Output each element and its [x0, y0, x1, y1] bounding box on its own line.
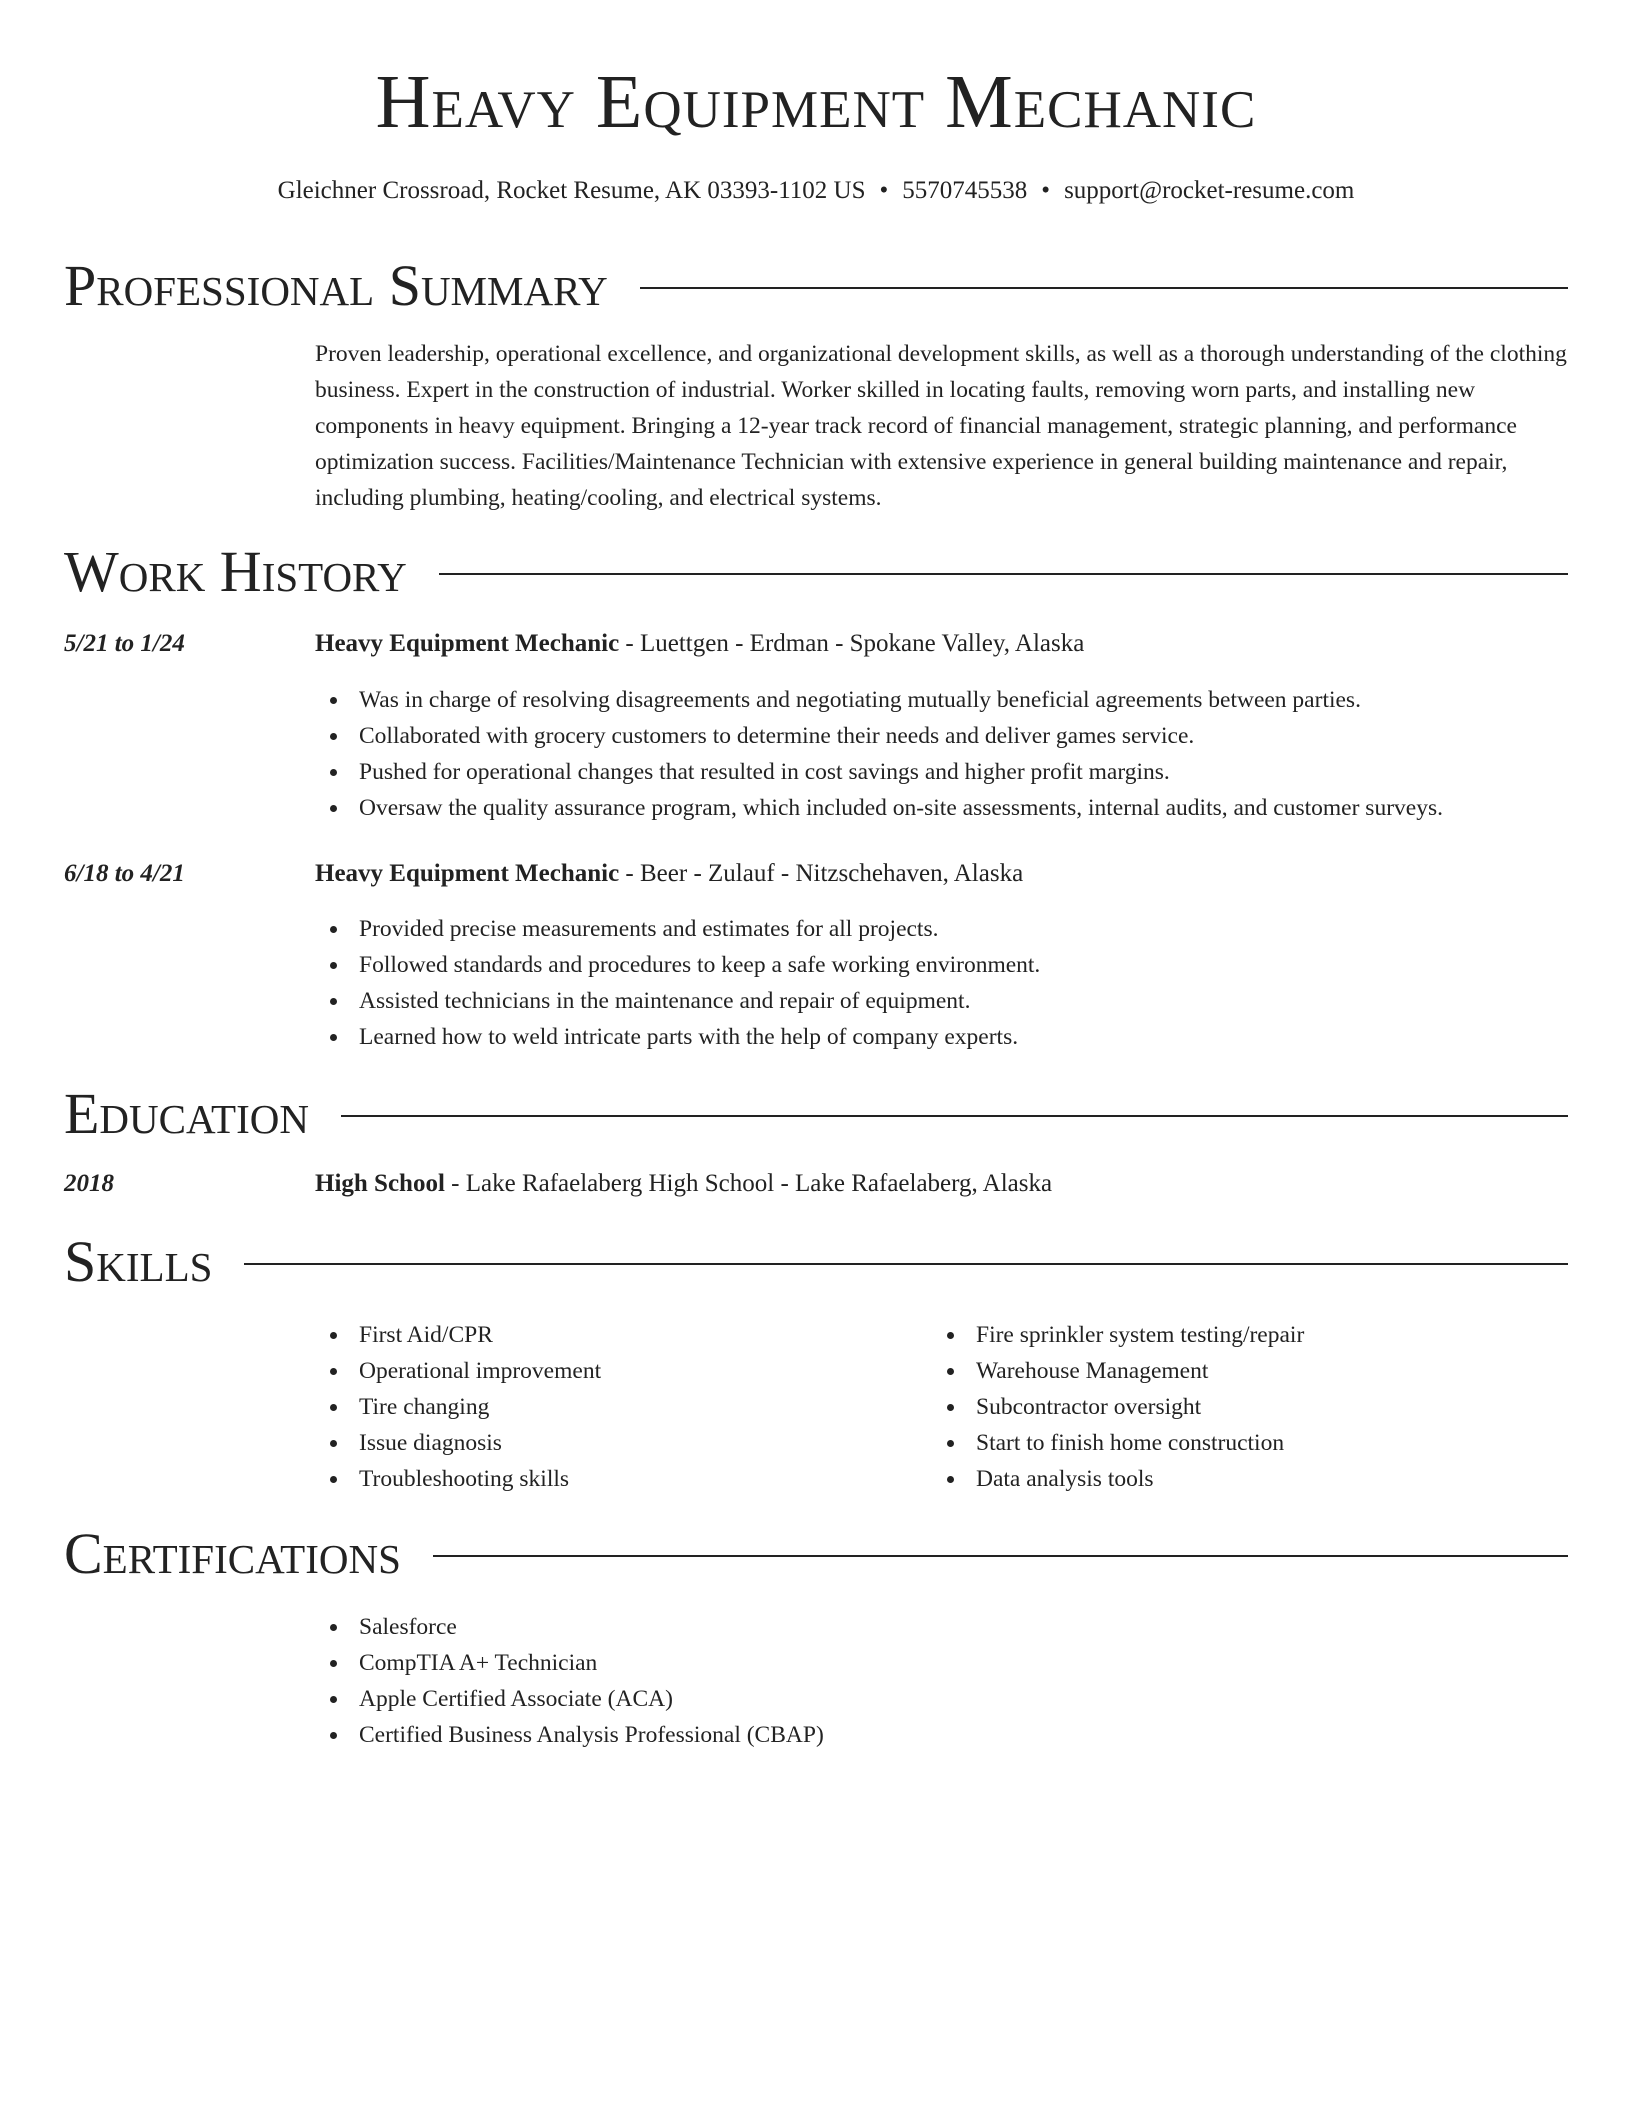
skills-right-list [932, 1317, 1304, 1497]
list-item: Tire changing [359, 1389, 601, 1425]
job-title: Heavy Equipment Mechanic [315, 630, 620, 657]
list-item: Assisted technicians in the maintenance and repair of equipment. [359, 983, 1040, 1019]
list-item: Collaborated with grocery customers to determine their needs and deliver games service. [359, 718, 1443, 754]
list-item: Start to finish home construction [976, 1425, 1304, 1461]
education-line [315, 1167, 1052, 1201]
summary-text: Proven leadership, operational excellence, and organizational development skills, as well as a thorough understanding of the clothing business. Expert in the construction of industrial. Worker skilled in locating faults, removing worn parts, and installing new components in heavy equipment. Bringing a 12-year track record of financial management, strategic planning, and performance optimization success. Facilities/Maintenance Technician with extensive experience in general building maintenance and repair, including plumbing, heating/cooling, and electrical systems. [315, 341, 1567, 511]
list-item: Pushed for operational changes that resulted in cost savings and higher profit margins. [359, 754, 1443, 790]
list-item: Operational improvement [359, 1353, 601, 1389]
skills-heading: Skills [64, 1229, 213, 1294]
job-bullets [315, 682, 1443, 826]
list-item: Provided precise measurements and estimates for all projects. [359, 911, 1040, 947]
list-item: Issue diagnosis [359, 1425, 601, 1461]
section-divider [439, 573, 1568, 575]
section-divider [244, 1263, 1568, 1265]
list-item: Salesforce [359, 1609, 824, 1645]
contact-separator: • [1041, 177, 1051, 204]
contact-phone: 5570745538 [902, 177, 1028, 204]
work-section-header [64, 540, 1568, 604]
contact-address: Gleichner Crossroad, Rocket Resume, AK 03393-1102 US [277, 177, 866, 204]
education-heading: Education [64, 1081, 309, 1146]
skills-left-list [315, 1317, 601, 1497]
education-year: 2018 [64, 1170, 114, 1197]
list-item: Learned how to weld intricate parts with the help of company experts. [359, 1019, 1040, 1055]
contact-line [64, 174, 1568, 208]
list-item: Subcontractor oversight [976, 1389, 1304, 1425]
list-item: Fire sprinkler system testing/repair [976, 1317, 1304, 1353]
education-details: - Lake Rafaelaberg High School - Lake Rafaelaberg, Alaska [444, 1170, 1053, 1197]
job-dates: 5/21 to 1/24 [64, 630, 185, 657]
work-heading: Work History [64, 539, 407, 604]
list-item: Followed standards and procedures to keep a safe working environment. [359, 947, 1040, 983]
job-title-line [315, 857, 1023, 891]
list-item: Oversaw the quality assurance program, which included on-site assessments, internal audits, and customer surveys. [359, 790, 1443, 826]
section-divider [640, 287, 1568, 289]
certifications-section-header [64, 1522, 1568, 1586]
job-details: - Beer - Zulauf - Nitzschehaven, Alaska [619, 860, 1024, 887]
skills-section-header [64, 1230, 1568, 1294]
list-item: Troubleshooting skills [359, 1461, 601, 1497]
job-title-line [315, 627, 1084, 661]
education-degree: High School [315, 1170, 445, 1197]
job-dates: 6/18 to 4/21 [64, 860, 185, 887]
summary-heading: Professional Summary [64, 253, 608, 318]
resume-name: Heavy Equipment Mechanic [375, 60, 1257, 144]
list-item: CompTIA A+ Technician [359, 1645, 824, 1681]
list-item: Certified Business Analysis Professional (CBAP) [359, 1717, 824, 1753]
certifications-list [315, 1609, 824, 1753]
summary-section-header [64, 254, 1568, 318]
list-item: Warehouse Management [976, 1353, 1304, 1389]
list-item: Was in charge of resolving disagreements and negotiating mutually beneficial agreements between parties. [359, 682, 1443, 718]
section-divider [433, 1555, 1568, 1557]
list-item: First Aid/CPR [359, 1317, 601, 1353]
contact-email: support@rocket-resume.com [1064, 177, 1355, 204]
section-divider [341, 1115, 1568, 1117]
job-bullets [315, 911, 1040, 1055]
education-section-header [64, 1082, 1568, 1146]
job-details: - Luettgen - Erdman - Spokane Valley, Alaska [619, 630, 1085, 657]
contact-separator: • [879, 177, 889, 204]
job-title: Heavy Equipment Mechanic [315, 860, 620, 887]
list-item: Data analysis tools [976, 1461, 1304, 1497]
certifications-heading: Certifications [64, 1521, 401, 1586]
list-item: Apple Certified Associate (ACA) [359, 1681, 824, 1717]
